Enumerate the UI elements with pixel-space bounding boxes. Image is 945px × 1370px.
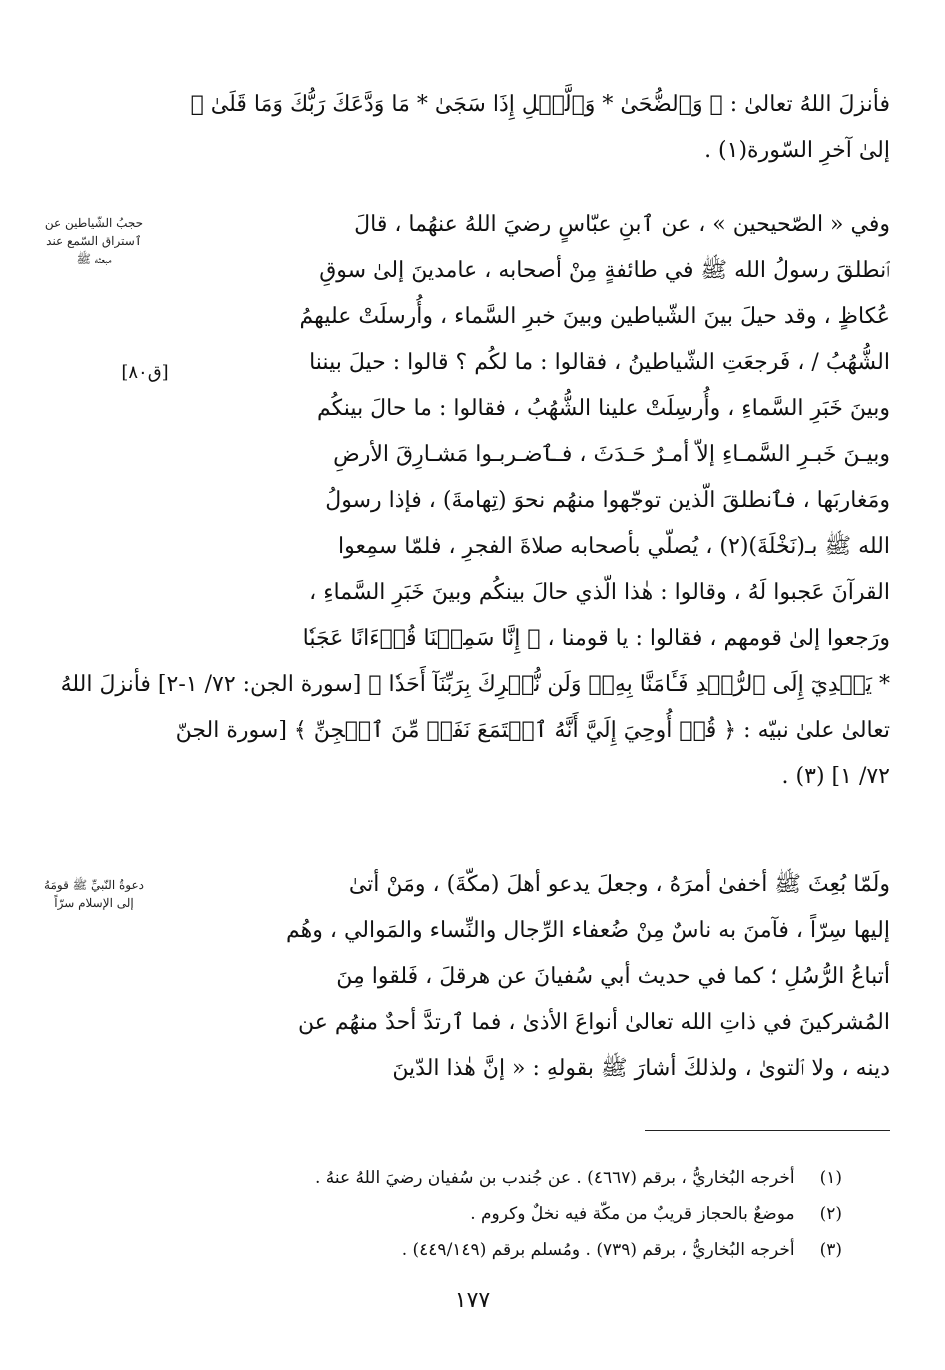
footnote-text: أخرجه البُخاريُّ ، برقم (٤٦٦٧) . عن جُندب بن سُفيان رضيَ اللهُ عنهُ . — [314, 1168, 795, 1188]
paragraph-1 — [185, 82, 890, 174]
footnote — [150, 1232, 842, 1268]
text-line: عُكاظٍ ، وقد حيلَ بينَ الشّياطين وبينَ خبرِ السَّماء ، وأُرسلَتْ عليهمُ — [299, 304, 890, 329]
footnote-text: أخرجه البُخاريُّ ، برقم (٧٣٩) . ومُسلم برقم (٤٤٩/١٤٩) . — [401, 1240, 795, 1260]
text-line: * يَهۡدِيٓ إِلَى ٱلرُّشۡدِ فَـَٔامَنَّا بِهِۦۖ وَلَن نُّشۡرِكَ بِرَبِّنَآ أَحَدٗا ﴾ [سورة الجن: ٧٢/ ١-٢] فأنزلَ اللهُ — [60, 672, 890, 697]
text-line: القرآنَ عَجبوا لَهُ ، وقالوا : هٰذا الّذي حالَ بينكُم وبينَ خَبَرِ السَّماءِ ، — [309, 580, 890, 605]
text-line: المُشركينَ في ذاتِ الله تعالىٰ أنواعَ الأذىٰ ، فما ٱرتدَّ أحدٌ منهُم عن — [297, 1010, 890, 1035]
text-line: ٱنطلقَ رسولُ الله ﷺ في طائفةٍ مِنْ أصحابه ، عامدينَ إلىٰ سوقِ — [319, 258, 890, 283]
footnote-number: (٢) — [819, 1204, 842, 1224]
margin-note-shayatin — [20, 214, 168, 268]
text-line: إلىٰ آخرِ السّورة(١) . — [704, 138, 890, 163]
margin-note-line: ٱستراق السّمع عند — [46, 234, 142, 248]
footnote — [150, 1196, 842, 1232]
footnote-number: (٣) — [819, 1240, 842, 1260]
page-number: ١٧٧ — [454, 1288, 491, 1313]
footnote — [150, 1160, 842, 1196]
text-line: ٧٢/ ١] (٣) . — [781, 764, 890, 789]
footnote-separator — [645, 1130, 890, 1131]
folio-marker: [ق٨٠] — [121, 362, 169, 383]
footnote-text: موضعٌ بالحجاز قريبٌ من مكّة فيه نخلٌ وكروم . — [470, 1204, 795, 1224]
margin-note-dawah — [20, 876, 168, 912]
paragraph-3 — [185, 862, 890, 1092]
footnote-number: (١) — [819, 1168, 842, 1188]
text-line: إليها سِرّاً ، فآمنَ به ناسٌ مِنْ ضُعفاء الرِّجال والنِّساء والمَوالي ، وهُم — [286, 918, 890, 943]
text-line: الشُّهُبُ / ، فَرجعَتِ الشّياطينُ ، فقالوا : ما لكُم ؟ قالوا : حيلَ بيننا — [309, 350, 890, 375]
text-line: ورَجعوا إلىٰ قومهم ، فقالوا : يا قومنا ، ﴿ إِنَّا سَمِعۡنَا قُرۡءَانًا عَجَبٗا — [302, 626, 890, 651]
text-line: ومَغاربَها ، فٱنطلقَ الّذين توجّهوا منهُم نحوَ (تِهامةَ) ، فإذا رسولُ — [325, 488, 890, 513]
text-line: الله ﷺ بـ(نَخْلَةَ)(٢) ، يُصلّي بأصحابه صلاةَ الفجرِ ، فلمّا سمِعوا — [338, 534, 890, 559]
margin-note-line: حجبُ الشّياطين عن — [44, 216, 144, 230]
margin-note-line: إلى الإسلام سرّاً — [54, 896, 134, 910]
text-line: وبينَ خَبَرِ السَّماءِ ، وأُرسِلَتْ علينا الشُّهُبُ ، فقالوا : ما حالَ بينكُم — [317, 396, 890, 421]
text-line: ولَمّا بُعِثَ ﷺ أخفىٰ أمرَهُ ، وجعلَ يدعو أهلَ (مكّةَ) ، ومَنْ أتىٰ — [348, 872, 890, 897]
margin-note-line: دعوةُ النّبيِّ ﷺ قومَهُ — [44, 878, 144, 892]
text-line: وفي « الصّحيحين » ، عن ٱبنِ عبّاسٍ رضيَ اللهُ عنهُما ، قالَ — [354, 212, 890, 237]
margin-note-line: مبعثه ﷺ — [76, 252, 112, 266]
text-line: وبيـنَ خَبـرِ السَّمـاءِ إلاّ أمـرٌ حَـدَثَ ، فـٱضـربـوا مَشـارِقَ الأرضِ — [333, 442, 890, 467]
footnotes — [150, 1160, 842, 1268]
text-line: تعالىٰ علىٰ نبيّه : ﴿ قُلۡ أُوحِيَ إِلَيَّ أَنَّهُ ٱسۡتَمَعَ نَفَرٞ مِّنَ ٱلۡجِنِّ ﴾ [سورة الجنّ — [175, 718, 890, 743]
text-line: فأنزلَ اللهُ تعالىٰ : ﴿ وَٱلضُّحَىٰ * وَٱلَّيۡلِ إِذَا سَجَىٰ * مَا وَدَّعَكَ رَبُّكَ وَمَا قَلَىٰ ﴾ — [190, 92, 890, 117]
text-line: أتباعُ الرُّسُلِ ؛ كما في حديث أبي سُفيانَ عن هرقلَ ، فَلقوا مِنَ — [336, 964, 890, 989]
text-line: دينه ، ولا ٱلتوىٰ ، ولذلكَ أشارَ ﷺ بقولهِ : « إنَّ هٰذا الدّينَ — [392, 1056, 890, 1081]
